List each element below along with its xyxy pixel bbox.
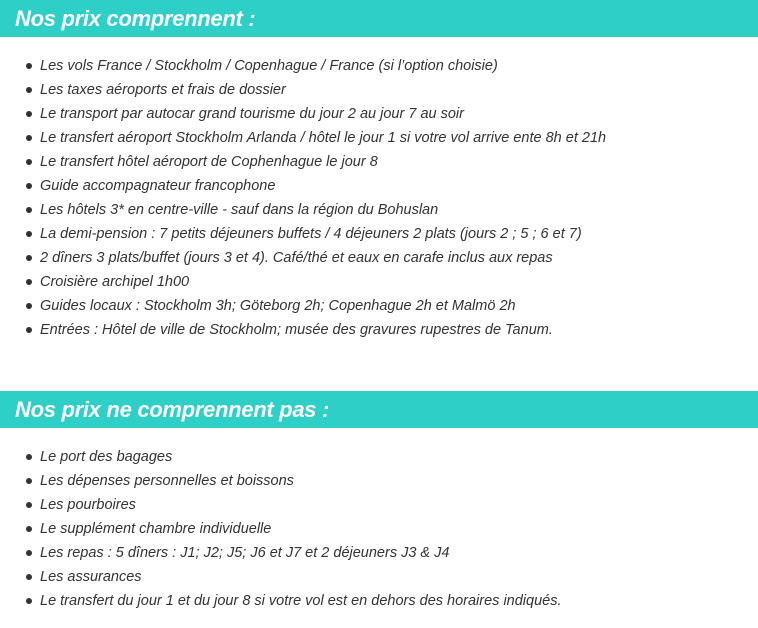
excluded-section [0,391,758,613]
list-item [0,174,758,198]
list-item-text: Les repas : 5 dîners : J1; J2; J5; J6 et J7 et 2 déjeuners J3 & J4 [40,545,450,561]
list-item [0,294,758,318]
bullet-icon [26,574,32,580]
bullet-icon [26,550,32,556]
list-item-text: Le transfert aéroport Stockholm Arlanda / hôtel le jour 1 si votre vol arrive ente 8h et 21h [40,130,607,146]
bullet-icon [26,279,32,285]
list-item [0,78,758,102]
list-item [0,318,758,342]
list-item [0,198,758,222]
bullet-icon [26,159,32,165]
list-item-text: Les dépenses personnelles et boissons [40,473,294,489]
list-item [0,589,758,613]
bullet-icon [26,526,32,532]
list-item [0,246,758,270]
bullet-icon [26,327,32,333]
bullet-icon [26,303,32,309]
bullet-icon [26,454,32,460]
bullet-icon [26,135,32,141]
list-item [0,493,758,517]
bullet-icon [26,598,32,604]
bullet-icon [26,231,32,237]
list-item [0,54,758,78]
bullet-icon [26,255,32,261]
list-item [0,222,758,246]
list-item-text: Guide accompagnateur francophone [40,178,276,194]
excluded-heading: Nos prix ne comprennent pas : [15,396,330,422]
included-heading: Nos prix comprennent : [15,5,256,31]
bullet-icon [26,111,32,117]
list-item-text: Le port des bagages [40,449,173,465]
list-item-text: Le transport par autocar grand tourisme du jour 2 au jour 7 au soir [40,106,464,122]
list-item-text: Entrées : Hôtel de ville de Stockholm; musée des gravures rupestres de Tanum. [40,322,553,338]
list-item-text: Guides locaux : Stockholm 3h; Göteborg 2h; Copenhague 2h et Malmö 2h [40,298,516,314]
excluded-banner [0,391,758,428]
excluded-list [0,428,758,613]
list-item-text: Le transfert hôtel aéroport de Cophenhague le jour 8 [40,154,378,170]
list-item [0,126,758,150]
list-item-text: La demi-pension : 7 petits déjeuners buffets / 4 déjeuners 2 plats (jours 2 ; 5 ; 6 et 7) [40,226,582,242]
list-item [0,541,758,565]
list-item [0,445,758,469]
list-item-text: Le supplément chambre individuelle [40,521,272,537]
bullet-icon [26,63,32,69]
list-item [0,102,758,126]
list-item-text: Les assurances [40,569,142,585]
list-item-text: 2 dîners 3 plats/buffet (jours 3 et 4). Café/thé et eaux en carafe inclus aux repas [40,250,553,266]
list-item [0,565,758,589]
list-item [0,150,758,174]
list-item-text: Le transfert du jour 1 et du jour 8 si votre vol est en dehors des horaires indiqués. [40,593,562,609]
list-item-text: Les hôtels 3* en centre-ville - sauf dans la région du Bohuslan [40,202,439,218]
bullet-icon [26,207,32,213]
list-item [0,517,758,541]
list-item-text: Les pourboires [40,497,136,513]
bullet-icon [26,502,32,508]
list-item [0,270,758,294]
list-item-text: Les taxes aéroports et frais de dossier [40,82,286,98]
bullet-icon [26,87,32,93]
bullet-icon [26,183,32,189]
included-list [0,37,758,342]
included-banner [0,0,758,37]
list-item [0,469,758,493]
bullet-icon [26,478,32,484]
list-item-text: Croisière archipel 1h00 [40,274,190,290]
list-item-text: Les vols France / Stockholm / Copenhague / France (si l’option choisie) [40,58,498,74]
